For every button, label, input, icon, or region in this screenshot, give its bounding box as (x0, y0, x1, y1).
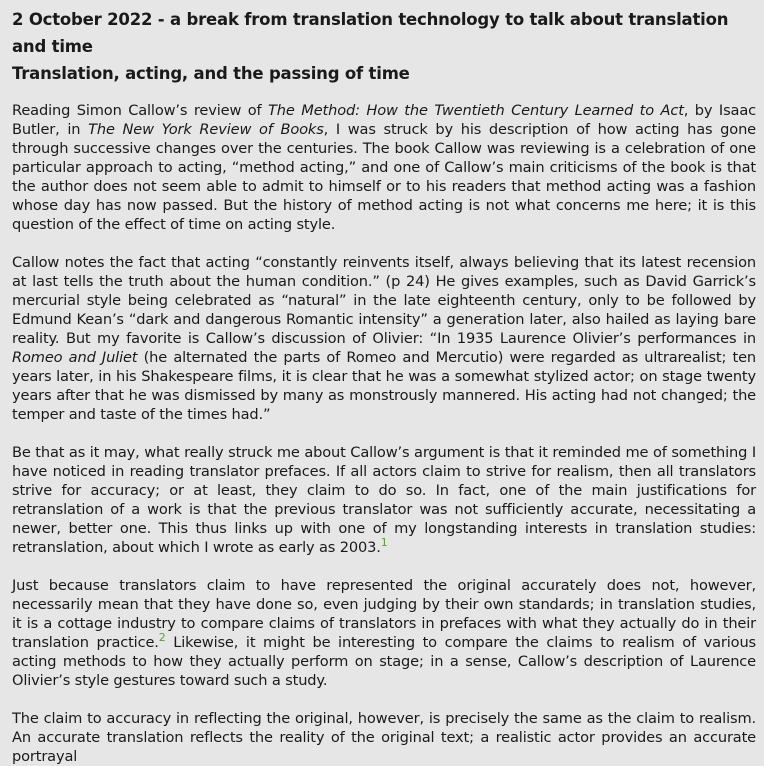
paragraph-1-text-c: , by Isaac Butler, in (12, 102, 756, 138)
magazine-title: The New York Review of Books (88, 121, 324, 138)
paragraph-1-text-e: , I was struck by his description of how acting has gone through successive changes over the centuries. The book Callow was reviewing is a celebration of one particular approach to acting, “method acting,” and one of Callow’s main criticisms of the book is that the author does not seem able to admit to himself or to his readers that method acting was a fashion whose day has now passed. But the history of method acting is not what concerns me here; it is this question of the effect of time on acting style. (12, 121, 756, 233)
paragraph-1-text-a: Reading Simon Callow’s review of (12, 102, 269, 119)
paragraph-3-text-a: Be that as it may, what really struck me about Callow’s argument is that it reminded me of something I have noticed in reading translator prefaces. If all actors claim to strive for realism, then all translators strive for accuracy; or at least, they claim to do so. In fact, one of the main justifications for retranslation of a work is that the previous translator was not sufficiently accurate, necessitating a newer, better one. This thus links up with one of my longstanding interests in translation studies: retranslation, about which I wrote as early as 2003. (12, 444, 756, 556)
paragraph-5-text-a: The claim to accuracy in reflecting the original, however, is precisely the same as the claim to realism. An accurate translation reflects the reality of the original text; a realistic actor provides an accurate portrayal (12, 710, 756, 765)
paragraph-2-text-a: Callow notes the fact that acting “constantly reinvents itself, always believing that its latest recension at last tells the truth about the human condition.” (p 24) He gives examples, such as David Garrick’s mercurial style being celebrated as “natural” in the late eighteenth century, only to be followed by Edmund Kean’s “dark and dangerous Romantic intensity” a generation later, also hailed as laying bare reality. But my favorite is Callow’s discussion of Olivier: “In 1935 Laurence Olivier’s performances in (12, 254, 756, 347)
paragraph-4 (12, 576, 756, 690)
paragraph-4-text-b: Likewise, it might be interesting to compare the claims to realism of various acting methods to how they actually perform on stage; in a sense, Callow’s description of Laurence Olivier’s style gestures toward such a study. (12, 634, 756, 689)
paragraph-1 (12, 101, 756, 234)
book-title: The Method: How the Twentieth Century Learned to Act (268, 102, 684, 119)
paragraph-4-text-a: Just because translators claim to have represented the original accurately does not, however, necessarily mean that they have done so, even judging by their own standards; in translation studies, it is a cottage industry to compare claims of translators in prefaces with what they actually do in their translation practice. (12, 577, 756, 651)
paragraph-3 (12, 443, 756, 557)
post-title: 2 October 2022 - a break from translation technology to talk about translation and time (12, 10, 729, 56)
paragraph-5 (12, 709, 756, 766)
footnote-link-1[interactable]: 1 (380, 536, 388, 550)
post-subtitle: Translation, acting, and the passing of time (12, 64, 410, 83)
play-title: Romeo and Juliet (12, 349, 138, 366)
footnote-link-2[interactable]: 2 (158, 631, 166, 645)
paragraph-2-text-c: (he alternated the parts of Romeo and Mercutio) were regarded as ultrarealist; ten years later, in his Shakespeare films, it is clear that he was a somewhat stylized actor; on stage twenty years after that he was dismissed by many as monstrously mannered. His acting had not changed; the temper and taste of the times had.” (12, 349, 757, 423)
paragraph-2 (12, 253, 756, 424)
